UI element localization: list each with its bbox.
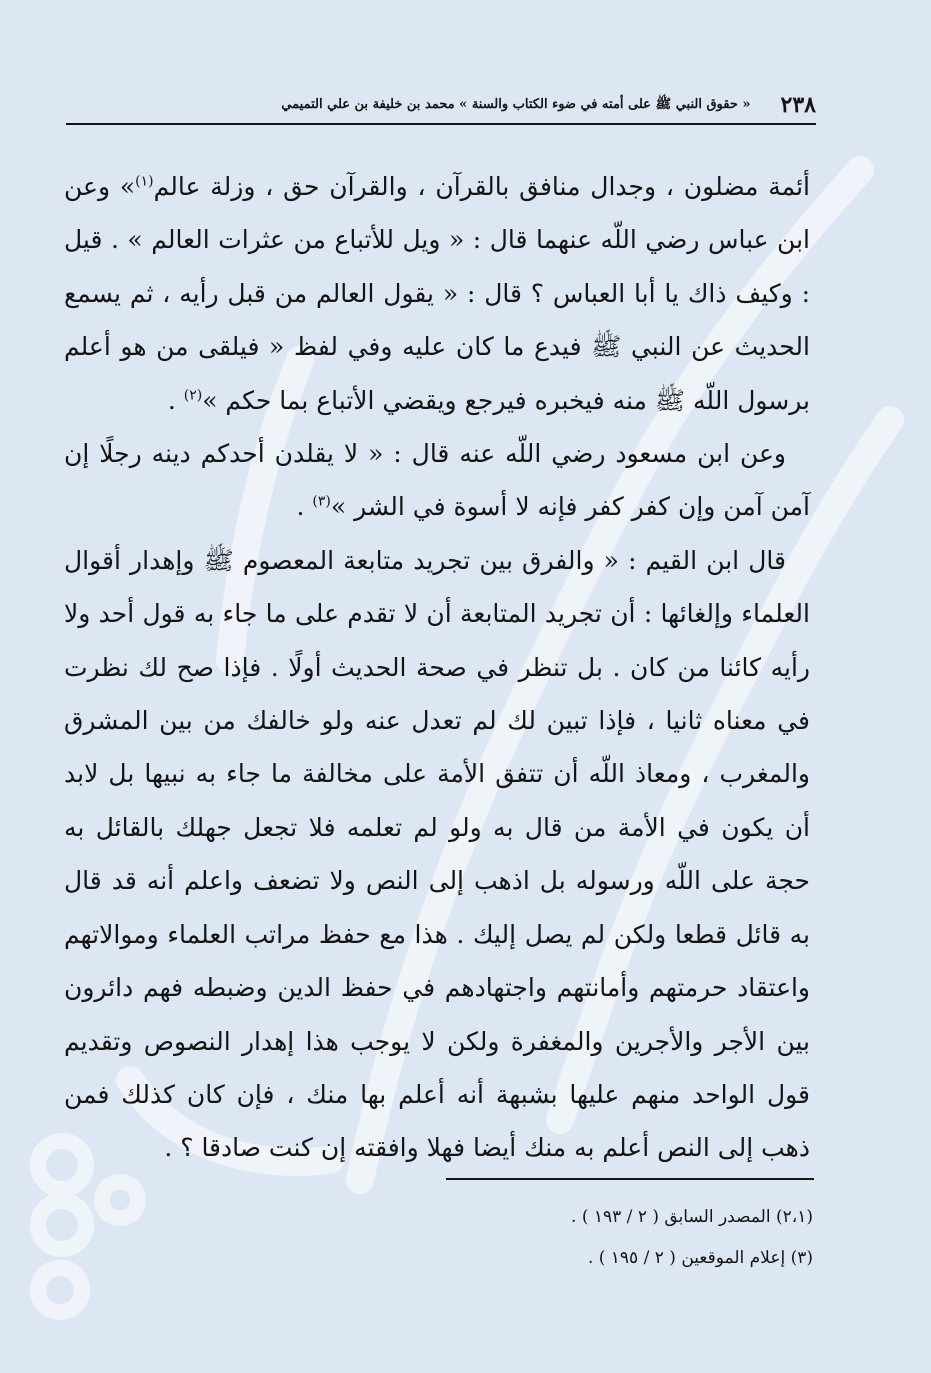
- paragraph-1-text-b: » وعن ابن عباس رضي اللّه عنهما قال : « ويل للأتباع من عثرات العالم » . قيل : وكيف ذاك يا أبا العباس ؟ قال : « يقول العالم من قبل رأيه ، ثم يسمع الحديث عن النبي ﷺ فيدع ما كان عليه وفي لفظ « فيلقى من هو أعلم برسول اللّه ﷺ منه فيخبره فيرجع ويقضي الأتباع بما حكم »: [64, 172, 810, 415]
- footnotes: [313, 1197, 813, 1279]
- footnote-marker-2: (٢): [183, 387, 203, 404]
- paragraph-1-text-c: .: [167, 385, 184, 415]
- running-header: [66, 88, 816, 122]
- paragraph-2-text-b: .: [296, 492, 313, 522]
- footnote-1-2: (٢،١) المصدر السابق ( ٢ / ١٩٣ ) .: [571, 1207, 813, 1227]
- running-title: « حقوق النبي ﷺ على أمته في ضوء الكتاب والسنة » محمد بن خليفة بن علي التميمي: [281, 96, 751, 112]
- paragraph-ibn-masud: [64, 427, 810, 534]
- header-rule: [66, 123, 816, 125]
- footnote-3: (٣) إعلام الموقعين ( ٢ / ١٩٥ ) .: [587, 1248, 813, 1268]
- page-number: ٢٣٨: [780, 92, 816, 118]
- footnote-rule: [446, 1178, 814, 1180]
- footnote-marker-1: (١): [135, 173, 154, 190]
- footnote-marker-3: (٣): [312, 494, 331, 511]
- main-text: [64, 160, 810, 1175]
- paragraph-ibn-abbas: [64, 160, 810, 427]
- paragraph-ibn-al-qayyim: قال ابن القيم : « والفرق بين تجريد متابعة المعصوم ﷺ وإهدار أقوال العلماء وإلغائها : أن تجريد المتابعة أن لا تقدم على ما جاء به قول أحد ولا رأيه كائنا من كان . بل تنظر في صحة الحديث أولًا . فإذا صح لك نظرت في معناه ثانيا ، فإذا تبين لك لم تعدل عنه ولو خالفك من بين المشرق والمغرب ، ومعاذ اللّه أن تتفق الأمة على مخالفة ما جاء به نبيها بل لابد أن يكون في الأمة من قال به ولو لم تعلمه فلا تجعل جهلك بالقائل به حجة على اللّه ورسوله بل اذهب إلى النص ولا تضعف واعلم أنه قد قال به قائل قطعا ولكن لم يصل إليك . هذا مع حفظ مراتب العلماء وموالاتهم واعتقاد حرمتهم وأمانتهم واجتهادهم في حفظ الدين وضبطه فهم دائرون بين الأجر والأجرين والمغفرة ولكن لا يوجب هذا إهدار النصوص وتقديم قول الواحد منهم عليها بشبهة أنه أعلم بها منك ، فإن كان كذلك فمن ذهب إلى النص أعلم به منك أيضا فهلا وافقته إن كنت صادقا ؟ .: [64, 545, 810, 1163]
- paragraph-2-text-a: وعن ابن مسعود رضي اللّه عنه قال : « لا يقلدن أحدكم دينه رجلًا إن آمن آمن وإن كفر كفر فإنه لا أسوة في الشر »: [64, 439, 810, 522]
- paragraph-1-text-a: أئمة مضلون ، وجدال منافق بالقرآن ، والقرآن حق ، وزلة عالم: [153, 172, 811, 201]
